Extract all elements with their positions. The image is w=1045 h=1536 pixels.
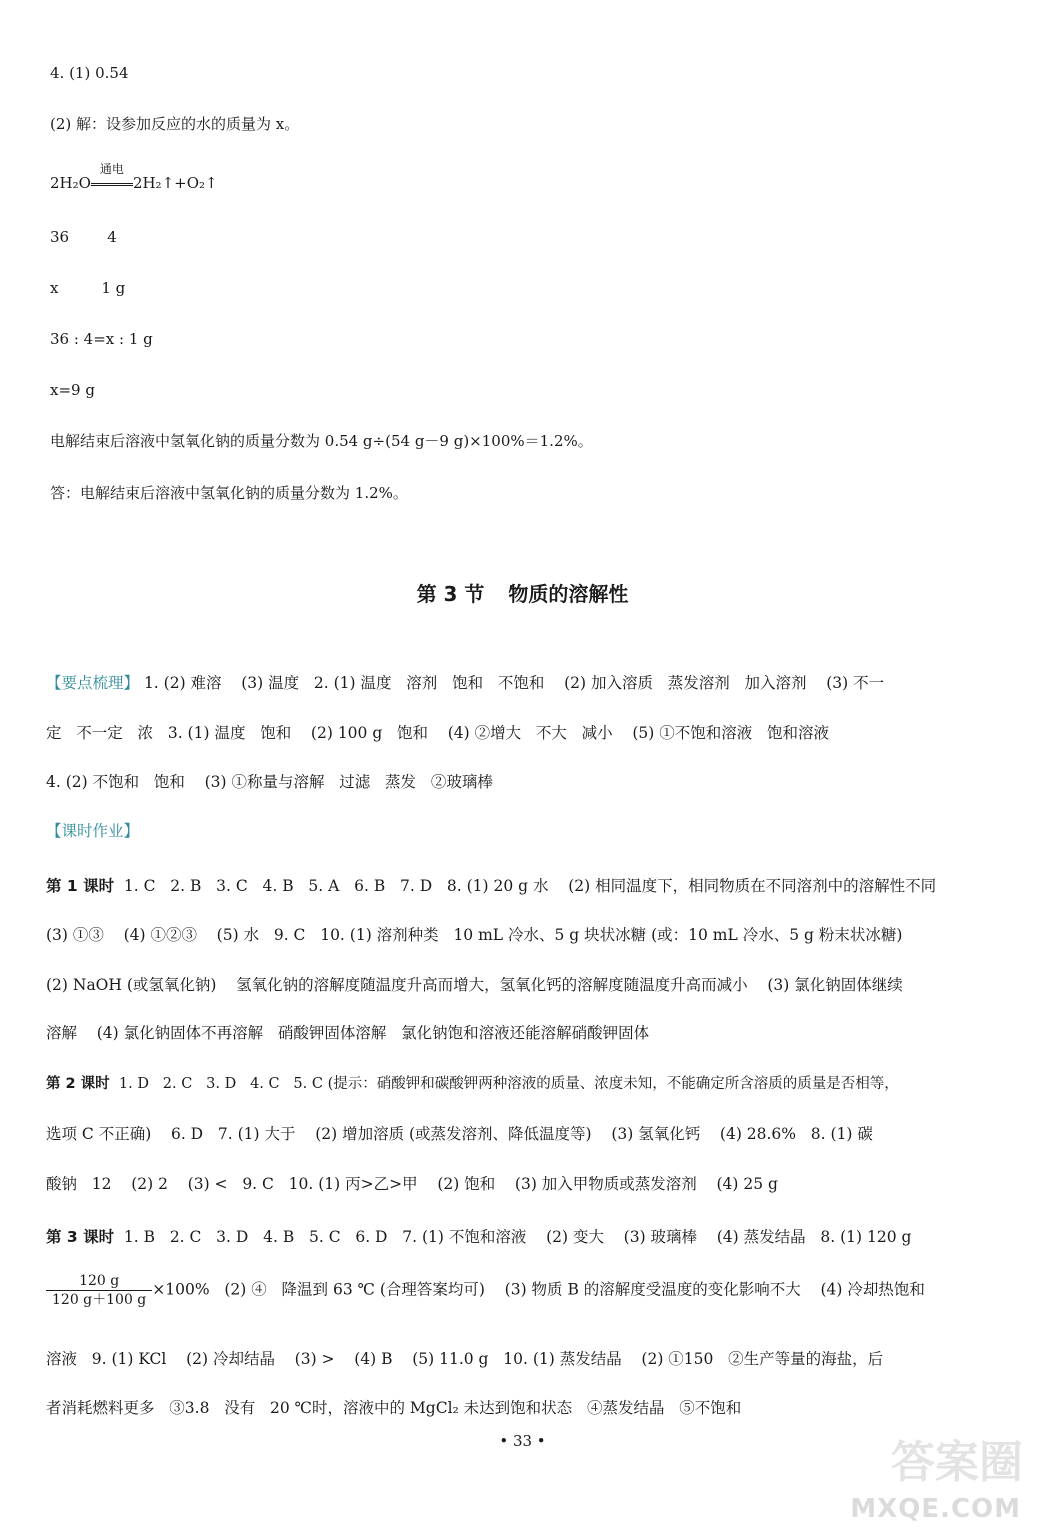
lesson2-line-1 [46, 1073, 1001, 1095]
lesson3-line-4: 者消耗燃料更多 ③3.8 没有 20 ℃时，溶液中的 MgCl₂ 未达到饱和状态 ④蒸发结晶 ⑤不饱和 [46, 1399, 742, 1417]
fraction-numerator: 120 g [46, 1272, 152, 1291]
section-number: 第 3 节 [416, 582, 485, 606]
lesson1-line-2: (3) ①③ (4) ①②③ (5) 水 9. C 10. (1) 溶剂种类 10 mL 冷水、5 g 块状冰糖 (或：10 mL 冷水、5 g 粉末状冰糖) [46, 926, 903, 944]
answer-line: 答：电解结束后溶液中氢氧化钠的质量分数为 1.2%。 [50, 484, 408, 502]
homework-tag [46, 820, 1001, 842]
key-points-line-1 [46, 672, 1001, 694]
key-points-line-3: 4. (2) 不饱和 饱和 (3) ①称量与溶解 过滤 蒸发 ②玻璃棒 [46, 773, 493, 791]
lesson2-text-1: 1. D 2. C 3. D 4. C 5. C (提示：硝酸钾和碳酸钾两种溶液的质量、浓度未知，不能确定所含溶质的质量是否相等， [109, 1076, 899, 1092]
mass-ratio-line: 36 4 [50, 228, 117, 246]
watermark-site: MXQE.COM [850, 1494, 1021, 1524]
lesson3-text-1: 1. B 2. C 3. D 4. B 5. C 6. D 7. (1) 不饱和溶液 (2) 变大 (3) 玻璃棒 (4) 蒸发结晶 8. (1) 120 g [114, 1228, 912, 1246]
key-points-line-2: 定 不一定 浓 3. (1) 温度 饱和 (2) 100 g 饱和 (4) ②增大 不大 减小 (5) ①不饱和溶液 饱和溶液 [46, 724, 830, 742]
lesson3-label: 第 3 课时 [46, 1228, 115, 1246]
equation-right: 2H₂↑+O₂↑ [132, 174, 218, 192]
fraction-denominator: 120 g＋100 g [52, 1292, 147, 1308]
homework-tag-text: 【课时作业】 [46, 822, 140, 840]
proportion-line: 36 : 4=x : 1 g [50, 330, 153, 348]
chemical-equation [50, 162, 218, 194]
equation-arrow [91, 162, 133, 194]
lesson2-line-2: 选项 C 不正确) 6. D 7. (1) 大于 (2) 增加溶质 (或蒸发溶剂、降低温度等) (3) 氢氧化钙 (4) 28.6% 8. (1) 碳 [46, 1125, 873, 1143]
watermark-cn: 答案圈 [891, 1437, 1023, 1488]
result-line: x=9 g [50, 381, 95, 399]
lesson2-line-3: 酸钠 12 (2) 2 (3) < 9. C 10. (1) 丙>乙>甲 (2) 饱和 (3) 加入甲物质或蒸发溶剂 (4) 25 g [46, 1175, 778, 1193]
equation-left: 2H₂O [50, 174, 91, 192]
lesson1-line-1 [46, 875, 1001, 897]
key-points-text-1: 1. (2) 难溶 (3) 温度 2. (1) 温度 溶剂 饱和 不饱和 (2) 加入溶质 蒸发溶剂 加入溶剂 (3) 不一 [139, 674, 885, 692]
lesson3-line-3: 溶液 9. (1) KCl (2) 冷却结晶 (3) > (4) B (5) 11.0 g 10. (1) 蒸发结晶 (2) ①150 ②生产等量的海盐，后 [46, 1350, 884, 1368]
equation-condition: 通电 [99, 162, 124, 176]
section-name: 物质的溶解性 [508, 582, 629, 606]
lesson1-label: 第 1 课时 [46, 877, 115, 895]
mass-fraction [46, 1272, 152, 1309]
lesson1-line-3: (2) NaOH (或氢氧化钠) 氢氧化钠的溶解度随温度升高而增大，氢氧化钙的溶解度随温度升高而减小 (3) 氯化钠固体继续 [46, 976, 903, 994]
unknown-line: x 1 g [50, 279, 126, 297]
lesson1-text-1: 1. C 2. B 3. C 4. B 5. A 6. B 7. D 8. (1) 20 g 水 (2) 相同温度下，相同物质在不同溶剂中的溶解性不同 [114, 877, 937, 895]
lesson2-label: 第 2 课时 [46, 1076, 110, 1092]
section-title [0, 578, 1045, 607]
lesson3-line-2 [46, 1272, 1001, 1309]
q4-part1: 4. (1) 0.54 [50, 64, 129, 82]
calc-line: 电解结束后溶液中氢氧化钠的质量分数为 0.54 g÷(54 g－9 g)×100%＝1.2%。 [50, 432, 593, 450]
watermark-logo [850, 1418, 1027, 1528]
lesson3-text-2: ×100% (2) ④ 降温到 63 ℃ (合理答案均可) (3) 物质 B 的溶解度受温度的变化影响不大 (4) 冷却热饱和 [152, 1280, 925, 1299]
key-points-tag: 【要点梳理】 [46, 674, 140, 692]
q4-part2-intro: (2) 解：设参加反应的水的质量为 x。 [50, 115, 300, 133]
lesson3-line-1 [46, 1226, 1001, 1248]
lesson1-line-4: 溶解 (4) 氯化钠固体不再溶解 硝酸钾固体溶解 氯化钠饱和溶液还能溶解硝酸钾固体 [46, 1024, 650, 1042]
page-number: • 33 • [499, 1432, 546, 1450]
